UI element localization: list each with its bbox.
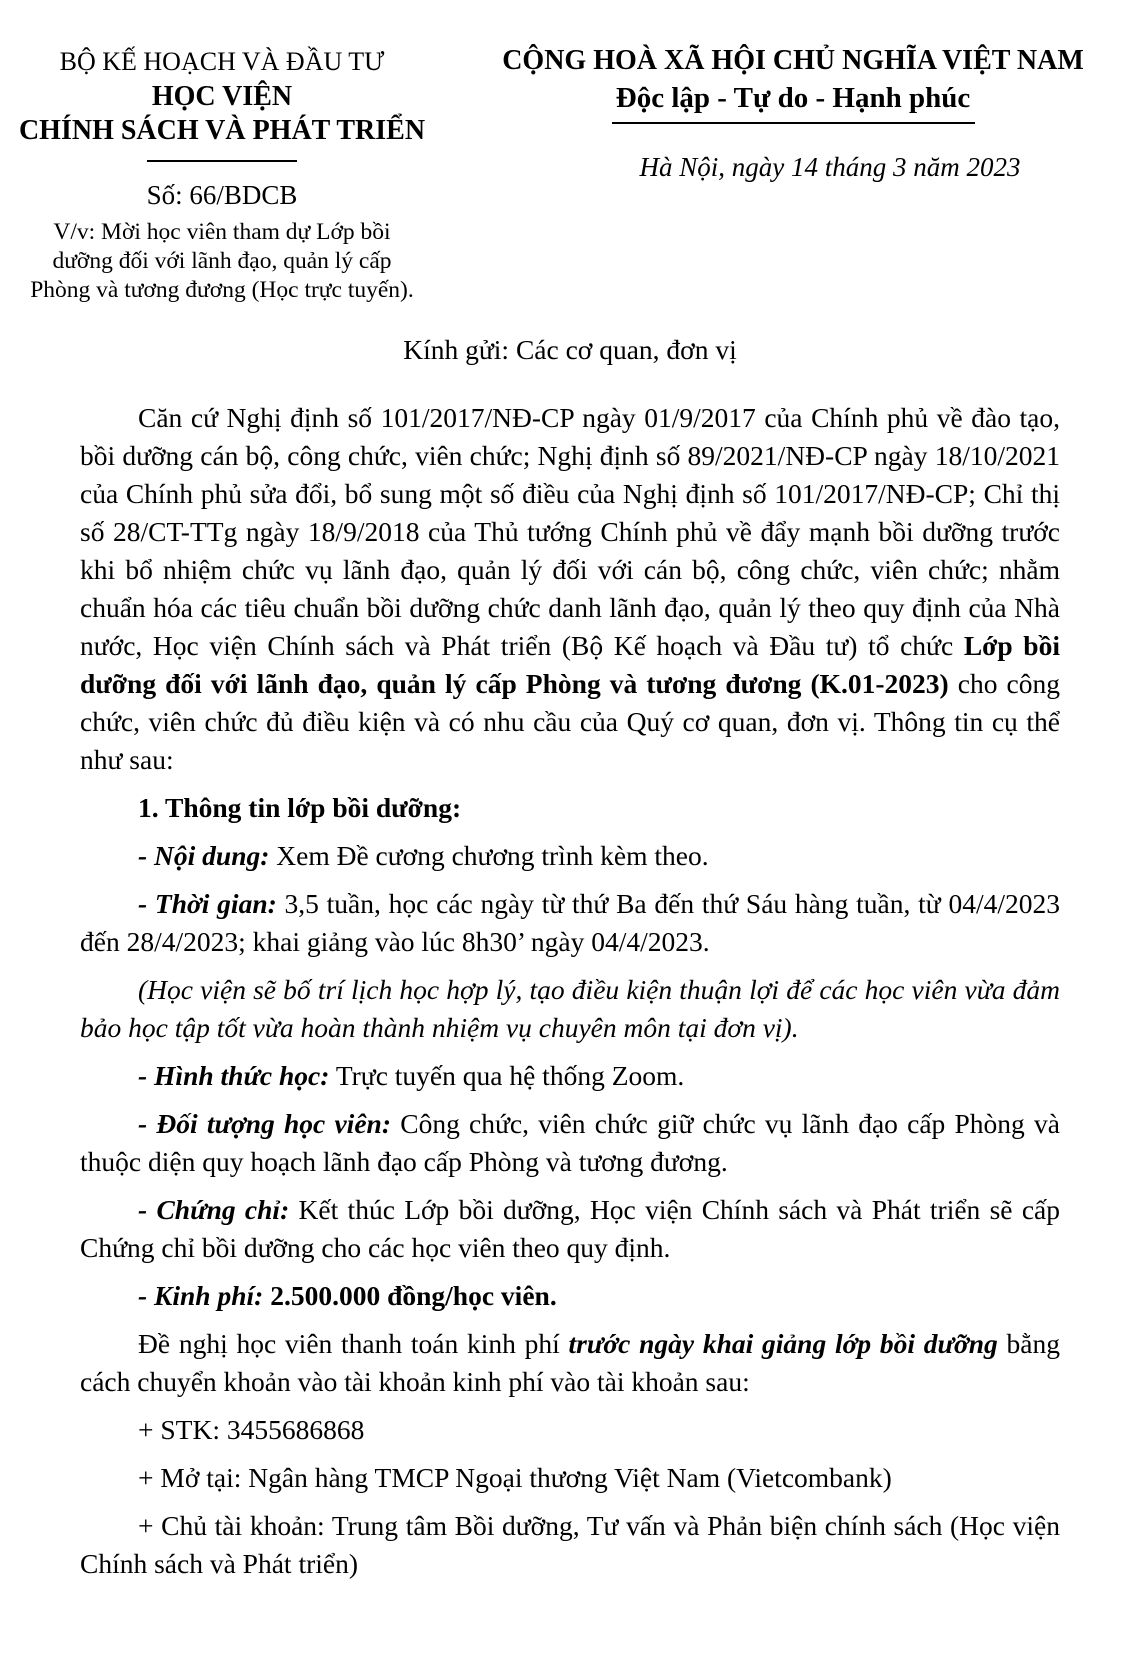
place-date-line: Hà Nội, ngày 14 tháng 3 năm 2023 [639,152,1021,182]
text-run: 3,5 tuần, học các ngày từ thứ Ba đến thứ Sáu hàng tuần, từ 04/4/2023 đến 28/4/2023; khai giảng vào lúc 8h30’ ngày 04/4/2023. [80,888,1060,957]
body-item-audience [80,1105,1060,1181]
text-run: - Kinh phí: [138,1280,264,1311]
document-subject: V/v: Mời học viên tham dự Lớp bồi dưỡng đối với lãnh đạo, quản lý cấp Phòng và tương đương (Học trực tuyến). [30,219,414,303]
text-run: - Thời gian: [138,888,277,919]
national-motto-line1: CỘNG HOÀ XÃ HỘI CHỦ NGHĨA VIỆT NAM [502,45,1084,76]
body-note-schedule [80,971,1060,1047]
national-motto-line2: Độc lập - Tự do - Hạnh phúc [615,82,971,114]
body-item-certificate [80,1191,1060,1267]
text-run: + STK: 3455686868 [138,1414,365,1445]
body-payment-request [80,1325,1060,1401]
body-bank-account-number [80,1411,1060,1449]
document-body [0,331,1121,1583]
academy-name-line1: HỌC VIỆN [151,81,293,112]
text-run: - Hình thức học: [138,1060,330,1091]
text-run: Đề nghị học viên thanh toán kinh phí [138,1328,569,1359]
issuing-org-divider [147,160,297,162]
text-run: Công chức, viên chức giữ chức vụ lãnh đạo cấp Phòng và thuộc diện quy hoạch lãnh đạo cấp Phòng và tương đương. [80,1108,1060,1177]
body-paragraph-legal-basis [80,399,1060,779]
national-header-block [485,44,1101,305]
body-bank-name [80,1459,1060,1497]
text-run: - Chứng chỉ: [138,1194,290,1225]
text-run: Trực tuyến qua hệ thống Zoom. [329,1060,685,1091]
text-run: cho công chức, viên chức đủ điều kiện và có nhu cầu của Quý cơ quan, đơn vị. Thông tin cụ thể như sau: [80,668,1060,775]
body-item-format [80,1057,1060,1095]
national-motto-divider [612,122,975,124]
document-number: Số: 66/BDCB [146,180,298,210]
text-run: + Chủ tài khoản: Trung tâm Bồi dưỡng, Tư vấn và Phản biện chính sách (Học viện Chính sách và Phát triển) [80,1510,1060,1579]
academy-name-line2: CHÍNH SÁCH VÀ PHÁT TRIỂN [18,115,426,146]
text-run: 1. Thông tin lớp bồi dưỡng: [138,792,462,823]
text-run: - Nội dung: [138,840,270,871]
body-item-time [80,885,1060,961]
text-run: 2.500.000 đồng/học viên. [263,1280,557,1311]
text-run: (Học viện sẽ bố trí lịch học hợp lý, tạo điều kiện thuận lợi để các học viên vừa đảm bảo học tập tốt vừa hoàn thành nhiệm vụ chuyên môn tại đơn vị). [80,974,1060,1043]
issuing-org-block [16,44,428,305]
document-header [0,0,1121,305]
ministry-name: BỘ KẾ HOẠCH VÀ ĐẦU TƯ [59,47,385,76]
text-run: + Mở tại: Ngân hàng TMCP Ngoại thương Việt Nam (Vietcombank) [138,1462,892,1493]
body-heading-course-info [80,789,1060,827]
text-run: - Đối tượng học viên: [138,1108,391,1139]
salutation: Kính gửi: Các cơ quan, đơn vị [403,334,737,365]
body-item-fee [80,1277,1060,1315]
text-run: Xem Đề cương chương trình kèm theo. [269,840,709,871]
body-account-holder [80,1507,1060,1583]
text-run: trước ngày khai giảng lớp bồi dưỡng [568,1328,998,1359]
text-run: Kết thúc Lớp bồi dưỡng, Học viện Chính sách và Phát triển sẽ cấp Chứng chỉ bồi dưỡng cho các học viên theo quy định. [80,1194,1060,1263]
text-run: bằng cách chuyển khoản vào tài khoản kinh phí vào tài khoản sau: [80,1328,1060,1397]
body-item-content [80,837,1060,875]
text-run: Căn cứ Nghị định số 101/2017/NĐ-CP ngày 01/9/2017 của Chính phủ về đào tạo, bồi dưỡng cán bộ, công chức, viên chức; Nghị định số 89/2021/NĐ-CP ngày 18/10/2021 của Chính phủ sửa đổi, bổ sung một số điều của Nghị định số 101/2017/NĐ-CP; Chỉ thị số 28/CT-TTg ngày 18/9/2018 của Thủ tướng Chính phủ về đẩy mạnh bồi dưỡng trước khi bổ nhiệm chức vụ lãnh đạo, quản lý đối với cán bộ, công chức, viên chức; nhằm chuẩn hóa các tiêu chuẩn bồi dưỡng chức danh lãnh đạo, quản lý theo quy định của Nhà nước, Học viện Chính sách và Phát triển (Bộ Kế hoạch và Đầu tư) tổ chức [80,402,1060,661]
text-run: Lớp bồi dưỡng đối với lãnh đạo, quản lý cấp Phòng và tương đương (K.01-2023) [80,630,1060,699]
